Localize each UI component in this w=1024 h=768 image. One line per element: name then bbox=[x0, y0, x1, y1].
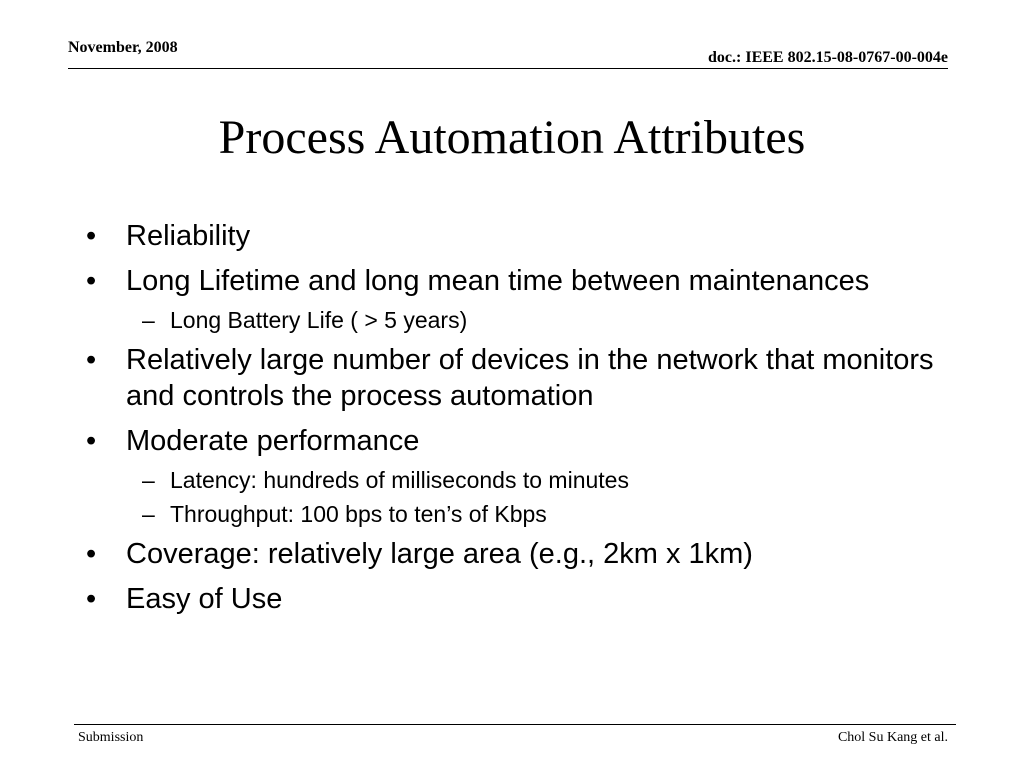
slide-title: Process Automation Attributes bbox=[218, 111, 806, 164]
bullet-item bbox=[86, 536, 966, 572]
bullet-text-devices: Relatively large number of devices in the network that monitors and controls the process automation bbox=[126, 344, 934, 412]
header-date: November, 2008 bbox=[68, 39, 178, 56]
header-divider bbox=[68, 68, 948, 69]
sub-bullet-marker: – bbox=[142, 467, 155, 493]
bullet-marker: • bbox=[86, 583, 97, 615]
footer-authors: Chol Su Kang et al. bbox=[837, 730, 948, 745]
bullet-text-coverage: Coverage: relatively large area (e.g., 2km x 1km) bbox=[126, 538, 753, 570]
footer-submission: Submission bbox=[78, 730, 144, 745]
bullet-item bbox=[86, 342, 966, 414]
sub-bullet-text-throughput: Throughput: 100 bps to ten’s of Kbps bbox=[170, 501, 547, 527]
bullet-text-lifetime: Long Lifetime and long mean time between maintenances bbox=[126, 265, 870, 297]
bullet-marker: • bbox=[86, 425, 97, 457]
sub-bullet-text-battery: Long Battery Life ( > 5 years) bbox=[170, 307, 468, 333]
sub-bullet-item bbox=[86, 499, 966, 529]
sub-bullet-marker: – bbox=[142, 307, 155, 333]
bullet-marker: • bbox=[86, 538, 97, 570]
bullet-marker: • bbox=[86, 344, 97, 376]
bullet-text-reliability: Reliability bbox=[126, 220, 251, 252]
sub-bullet-item bbox=[86, 305, 966, 335]
bullet-marker: • bbox=[86, 265, 97, 297]
sub-bullet-text-latency: Latency: hundreds of milliseconds to minutes bbox=[170, 467, 629, 493]
bullet-item bbox=[86, 218, 966, 254]
bullet-text-ease: Easy of Use bbox=[126, 583, 283, 615]
bullet-item bbox=[86, 581, 966, 617]
footer-divider bbox=[74, 724, 956, 725]
bullet-marker: • bbox=[86, 220, 97, 252]
bullet-item bbox=[86, 423, 966, 459]
sub-bullet-marker: – bbox=[142, 501, 155, 527]
bullet-item bbox=[86, 263, 966, 299]
bullet-text-performance: Moderate performance bbox=[126, 425, 420, 457]
sub-bullet-item bbox=[86, 465, 966, 495]
bullet-list bbox=[86, 218, 966, 626]
header-doc-id: doc.: IEEE 802.15-08-0767-00-004e bbox=[708, 49, 948, 66]
